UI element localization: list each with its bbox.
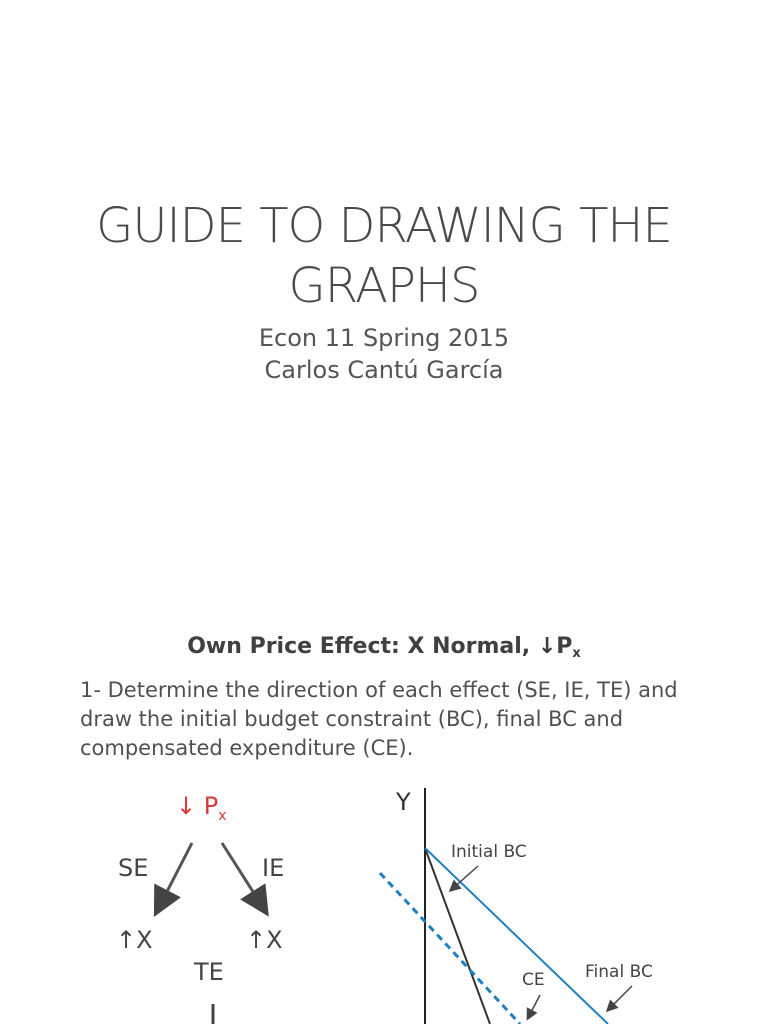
down-arrow-icon: ↓	[537, 634, 557, 659]
price-symbol: P	[203, 792, 219, 820]
effects-diagram	[0, 780, 768, 1024]
slide-title-line-2: GRAPHS	[288, 258, 480, 314]
ce-pointer	[528, 995, 540, 1018]
substitution-effect-label: SE	[118, 854, 149, 882]
ie-arrow	[222, 843, 264, 909]
red-down-arrow-icon: ↓	[176, 792, 197, 820]
course-subtitle: Econ 11 Spring 2015	[258, 324, 510, 352]
income-effect-label: IE	[262, 854, 285, 882]
slide-title-line-1: GUIDE TO DRAWING THE	[96, 198, 672, 254]
final-bc-label: Final BC	[585, 962, 653, 982]
price-subscript: x	[218, 808, 227, 824]
ie-result: ↑X	[246, 926, 283, 954]
author-name: Carlos Cantú García	[264, 356, 504, 384]
heading-price-symbol: P	[556, 634, 573, 659]
heading-price-subscript: x	[572, 646, 581, 661]
ce-line	[380, 873, 520, 1024]
se-arrow	[158, 843, 192, 909]
title-slide	[0, 0, 768, 500]
ce-label: CE	[522, 970, 545, 990]
total-effect-label: TE	[194, 958, 224, 986]
y-axis-label: Y	[396, 788, 411, 816]
heading-text: Own Price Effect: X Normal,	[187, 634, 538, 659]
instruction-paragraph: 1- Determine the direction of each effect (SE, IE, TE) and draw the initial budget constraint (BC), final BC and compensated expenditure (CE).	[80, 678, 678, 760]
initial-bc-label: Initial BC	[451, 842, 527, 862]
se-result: ↑X	[116, 926, 153, 954]
final-bc-pointer	[608, 986, 632, 1010]
initial-bc-line	[425, 848, 490, 1024]
section-heading	[0, 632, 768, 669]
final-bc-line	[425, 848, 608, 1024]
